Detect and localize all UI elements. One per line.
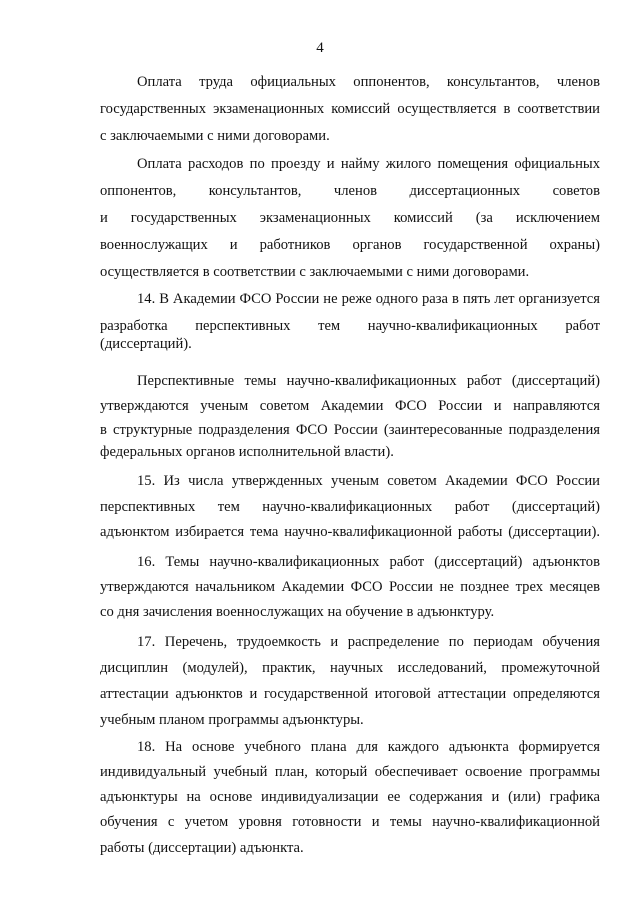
text-line: военнослужащих и работников органов государственной охраны) [100,237,600,253]
text-line: 17. Перечень, трудоемкость и распределение по периодам обучения [137,634,600,650]
text-line: с заключаемыми с ними договорами. [100,128,330,144]
text-line: аттестации адъюнктов и государственной итоговой аттестации определяются [100,686,600,702]
text-line: утверждаются ученым советом Академии ФСО России и направляются [100,398,600,414]
text-line: 18. На основе учебного плана для каждого адъюнкта формируется [137,739,600,755]
text-line: 15. Из числа утвержденных ученым советом Академии ФСО России [137,473,600,489]
text-line: Оплата расходов по проезду и найму жилого помещения официальных [137,156,600,172]
text-line: 16. Темы научно-квалификационных работ (диссертаций) адъюнктов [137,554,600,570]
text-line: работы (диссертации) адъюнкта. [100,840,304,856]
text-line: государственных экзаменационных комиссий осуществляется в соответствии [100,101,600,117]
text-line: дисциплин (модулей), практик, научных исследований, промежуточной [100,660,600,676]
text-line: учебным планом программы адъюнктуры. [100,712,364,728]
page-number: 4 [316,40,324,56]
text-line: федеральных органов исполнительной власти). [100,444,394,460]
text-line: в структурные подразделения ФСО России (заинтересованные подразделения [100,422,600,438]
text-line: адъюнктуры на основе индивидуализации ее содержания и (или) графика [100,789,600,805]
text-line: обучения с учетом уровня готовности и темы научно-квалификационной [100,814,600,830]
text-line: перспективных тем научно-квалификационных работ (диссертаций) [100,499,600,515]
text-line: утверждаются начальником Академии ФСО России не позднее трех месяцев [100,579,600,595]
text-line: Перспективные темы научно-квалификационных работ (диссертаций) [137,373,600,389]
text-line: и государственных экзаменационных комиссий (за исключением [100,210,600,226]
text-line: оппонентов, консультантов, членов диссертационных советов [100,183,600,199]
text-line: 14. В Академии ФСО России не реже одного раза в пять лет организуется [137,291,600,307]
text-line: разработка перспективных тем научно-квалификационных работ [100,318,600,334]
text-line: со дня зачисления военнослужащих на обучение в адъюнктуру. [100,604,495,620]
text-line: индивидуальный учебный план, который обеспечивает освоение программы [100,764,600,780]
text-line: (диссертаций). [100,336,192,352]
text-line: адъюнктом избирается тема научно-квалификационной работы (диссертации). [100,524,600,540]
text-line: осуществляется в соответствии с заключаемыми с ними договорами. [100,264,530,280]
text-line: Оплата труда официальных оппонентов, консультантов, членов [137,74,600,90]
